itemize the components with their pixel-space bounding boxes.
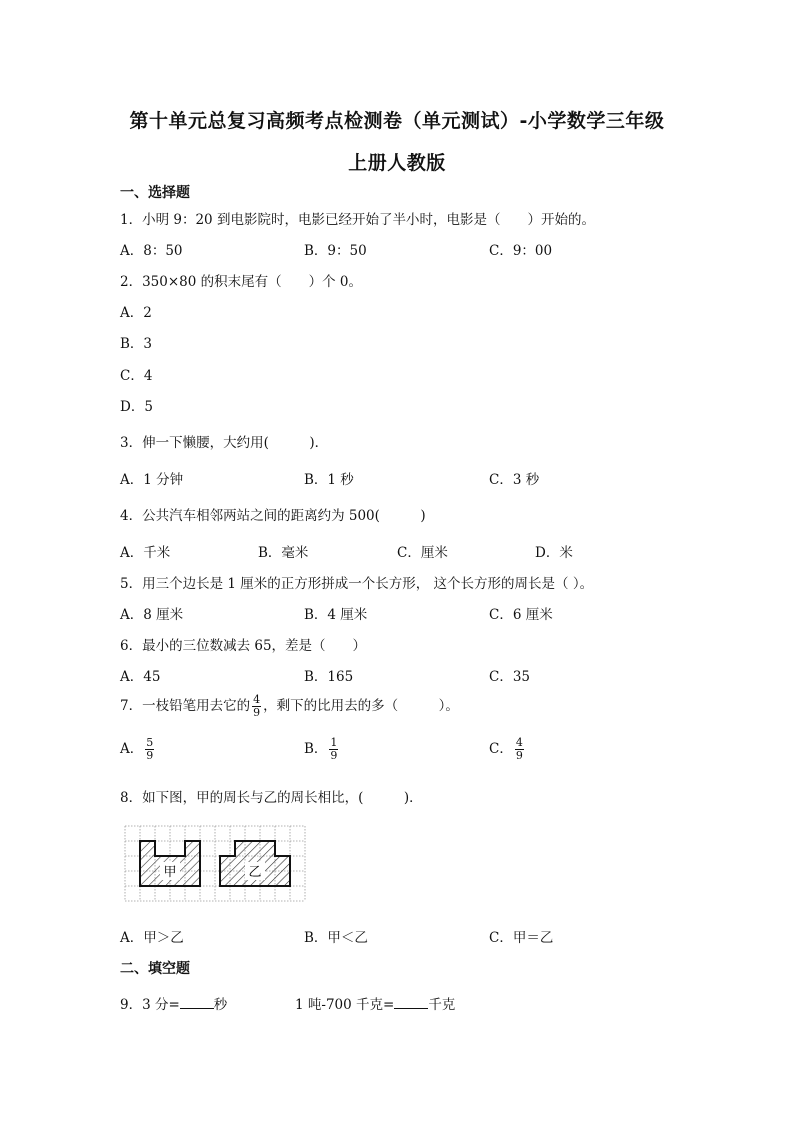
q7-option-c-label: C． [489, 741, 513, 757]
q6-option-b: B．165 [304, 669, 354, 685]
q2-option-d: D．5 [120, 399, 153, 415]
q7-fraction-numerator: 4 [253, 693, 261, 706]
q9-blank-kilograms[interactable] [394, 996, 428, 1009]
q2-option-a: A．2 [120, 305, 152, 321]
question-5: 5．用三个边长是 1 厘米的正方形拼成一个长方形， 这个长方形的周长是（ ）。 [120, 576, 594, 592]
q7-option-a-numerator: 5 [146, 736, 154, 749]
question-8: 8．如下图，甲的周长与乙的周长相比，( )． [120, 790, 423, 806]
q6-option-a: A．45 [120, 669, 161, 685]
q3-option-b: B．1 秒 [304, 472, 354, 488]
q5-option-c: C．6 厘米 [489, 607, 553, 623]
q7-option-c-denominator: 9 [515, 749, 523, 762]
question-4: 4．公共汽车相邻两站之间的距离约为 500( ) [120, 508, 426, 524]
q7-text-post: ，剩下的比用去的多（ ）。 [263, 698, 459, 714]
q2-option-b: B．3 [120, 336, 153, 352]
q7-option-c-numerator: 4 [515, 736, 523, 749]
q9-left-post: 秒 [213, 997, 228, 1013]
q8-option-c: C．甲＝乙 [489, 930, 554, 946]
q7-option-b [304, 737, 340, 762]
q7-fraction [252, 694, 261, 719]
page-subtitle: 上册人教版 [348, 152, 446, 174]
q3-option-a: A．1 分钟 [120, 472, 184, 488]
shape-label-yi: 乙 [248, 865, 262, 880]
q7-option-a-denominator: 9 [146, 749, 154, 762]
q1-option-a: A．8：50 [120, 243, 183, 259]
q1-option-c: C．9：00 [489, 243, 553, 259]
question-2: 2．350×80 的积末尾有（ ）个 0。 [120, 274, 363, 290]
q7-option-c [489, 737, 526, 762]
q4-option-d: D．米 [535, 545, 573, 561]
question-9-right [295, 993, 455, 1013]
question-9-left [120, 993, 227, 1013]
q5-option-b: B．4 厘米 [304, 607, 368, 623]
q7-option-a [120, 737, 156, 762]
q4-option-b: B．毫米 [258, 545, 309, 561]
q9-right-post: 千克 [428, 997, 456, 1013]
q7-option-b-label: B． [304, 741, 328, 757]
question-1: 1．小明 9：20 到电影院时，电影已经开始了半小时，电影是（ ）开始的。 [120, 212, 595, 228]
q5-option-a: A．8 厘米 [120, 607, 184, 623]
q7-option-a-fraction [145, 737, 154, 762]
q9-blank-seconds[interactable] [180, 996, 214, 1009]
shape-label-jia: 甲 [163, 865, 177, 880]
q7-text-pre: 7．一枝铅笔用去它的 [120, 698, 251, 714]
q7-option-a-label: A． [120, 741, 144, 757]
q8-option-b: B．甲＜乙 [304, 930, 368, 946]
q7-option-b-numerator: 1 [330, 736, 338, 749]
section-heading-fill: 二、填空题 [120, 961, 190, 977]
question-6: 6．最小的三位数减去 65，差是（ ） [120, 638, 367, 654]
q9-left-pre: 9．3 分= [120, 997, 180, 1013]
q7-fraction-denominator: 9 [253, 706, 261, 719]
question-3: 3．伸一下懒腰，大约用( )． [120, 435, 329, 451]
q6-option-c: C．35 [489, 669, 531, 685]
q4-option-a: A．千米 [120, 545, 171, 561]
q3-option-c: C．3 秒 [489, 472, 540, 488]
q7-option-b-denominator: 9 [330, 749, 338, 762]
question-7 [120, 694, 459, 719]
q9-right-pre: 1 吨-700 千克= [295, 997, 395, 1013]
q7-option-b-fraction [329, 737, 338, 762]
q2-option-c: C．4 [120, 368, 153, 384]
q4-option-c: C．厘米 [397, 545, 448, 561]
q7-option-c-fraction [515, 737, 524, 762]
page-title: 第十单元总复习高频考点检测卷（单元测试）-小学数学三年级 [129, 110, 665, 132]
q8-option-a: A．甲＞乙 [120, 930, 184, 946]
grid-figure [124, 825, 306, 905]
section-heading-choice: 一、选择题 [120, 185, 190, 201]
q1-option-b: B．9：50 [304, 243, 367, 259]
